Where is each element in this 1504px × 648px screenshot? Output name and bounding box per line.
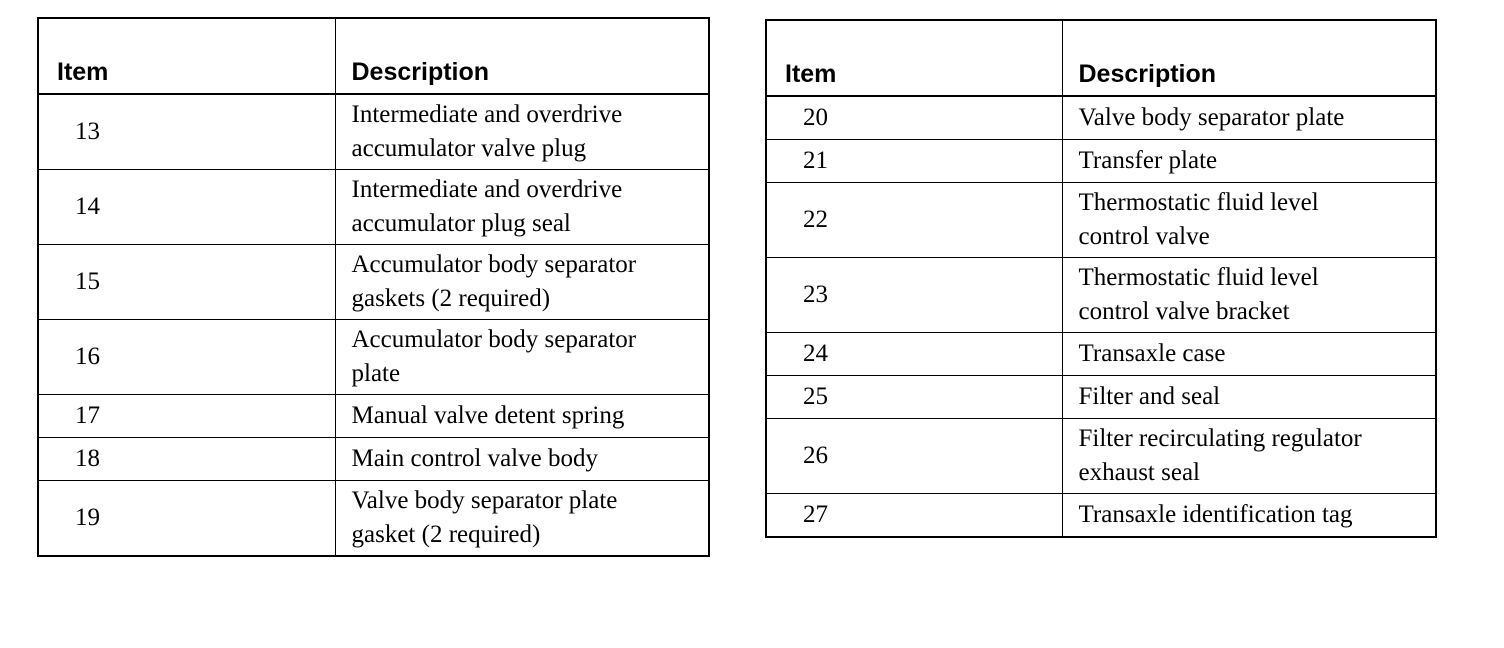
item-description xyxy=(335,395,709,438)
description-line: plate xyxy=(351,360,401,387)
header-row xyxy=(766,20,1436,96)
description-line: Transaxle identification tag xyxy=(1078,501,1353,528)
description-line: gasket (2 required) xyxy=(351,521,541,548)
item-description xyxy=(335,438,709,481)
description-line: Filter recirculating regulator xyxy=(1078,425,1362,452)
item-number: 15 xyxy=(38,245,335,320)
item-number: 26 xyxy=(766,419,1062,494)
description-line: Thermostatic fluid level xyxy=(1078,264,1319,291)
parts-table-right xyxy=(765,19,1437,538)
left-table-body xyxy=(38,94,709,556)
item-number: 22 xyxy=(766,183,1062,258)
table-row xyxy=(38,245,709,320)
item-description xyxy=(1062,183,1436,258)
table-row xyxy=(766,258,1436,333)
description-line: Transaxle case xyxy=(1078,340,1226,367)
description-line: Filter and seal xyxy=(1078,383,1221,410)
description-line: exhaust seal xyxy=(1078,459,1200,486)
header-row xyxy=(38,18,709,94)
description-line: accumulator valve plug xyxy=(351,135,587,162)
right-table-body xyxy=(766,96,1436,537)
table-row xyxy=(38,94,709,170)
table-row xyxy=(38,438,709,481)
description-line: Intermediate and overdrive xyxy=(351,176,623,203)
item-number: 21 xyxy=(766,140,1062,183)
item-number: 25 xyxy=(766,376,1062,419)
description-line: Valve body separator plate xyxy=(1078,104,1345,131)
item-column-header: Item xyxy=(766,20,1062,96)
item-number: 23 xyxy=(766,258,1062,333)
table-row xyxy=(38,320,709,395)
description-line: Thermostatic fluid level xyxy=(1078,189,1319,216)
description-line: Intermediate and overdrive xyxy=(351,101,623,128)
description-line: Manual valve detent spring xyxy=(351,402,625,429)
item-number: 24 xyxy=(766,333,1062,376)
item-description xyxy=(335,320,709,395)
item-description xyxy=(1062,140,1436,183)
description-line: accumulator plug seal xyxy=(351,210,571,237)
description-line: control valve bracket xyxy=(1078,298,1290,325)
item-description xyxy=(1062,494,1436,538)
item-description xyxy=(1062,419,1436,494)
item-description xyxy=(335,170,709,245)
item-description xyxy=(335,245,709,320)
table-row xyxy=(766,494,1436,538)
description-column-header: Description xyxy=(335,18,709,94)
item-number: 27 xyxy=(766,494,1062,538)
item-description xyxy=(1062,333,1436,376)
description-line: Transfer plate xyxy=(1078,147,1218,174)
item-description xyxy=(1062,258,1436,333)
table-row xyxy=(38,395,709,438)
item-description xyxy=(335,94,709,170)
item-number: 13 xyxy=(38,94,335,170)
parts-table-left xyxy=(37,17,710,557)
item-description xyxy=(1062,376,1436,419)
description-column-header: Description xyxy=(1062,20,1436,96)
table-row xyxy=(766,333,1436,376)
item-number: 19 xyxy=(38,481,335,557)
table-row xyxy=(38,170,709,245)
item-number: 14 xyxy=(38,170,335,245)
description-line: Accumulator body separator xyxy=(351,251,637,278)
item-number: 17 xyxy=(38,395,335,438)
item-number: 20 xyxy=(766,96,1062,140)
table-row xyxy=(766,183,1436,258)
description-line: control valve xyxy=(1078,223,1210,250)
item-number: 18 xyxy=(38,438,335,481)
table-row xyxy=(766,140,1436,183)
table-row xyxy=(766,376,1436,419)
item-column-header: Item xyxy=(38,18,335,94)
table-row xyxy=(766,419,1436,494)
table-row xyxy=(38,481,709,557)
item-description xyxy=(1062,96,1436,140)
item-description xyxy=(335,481,709,557)
description-line: gaskets (2 required) xyxy=(351,285,551,312)
description-line: Main control valve body xyxy=(351,445,598,472)
description-line: Valve body separator plate xyxy=(351,487,618,514)
description-line: Accumulator body separator xyxy=(351,326,637,353)
table-row xyxy=(766,96,1436,140)
item-number: 16 xyxy=(38,320,335,395)
